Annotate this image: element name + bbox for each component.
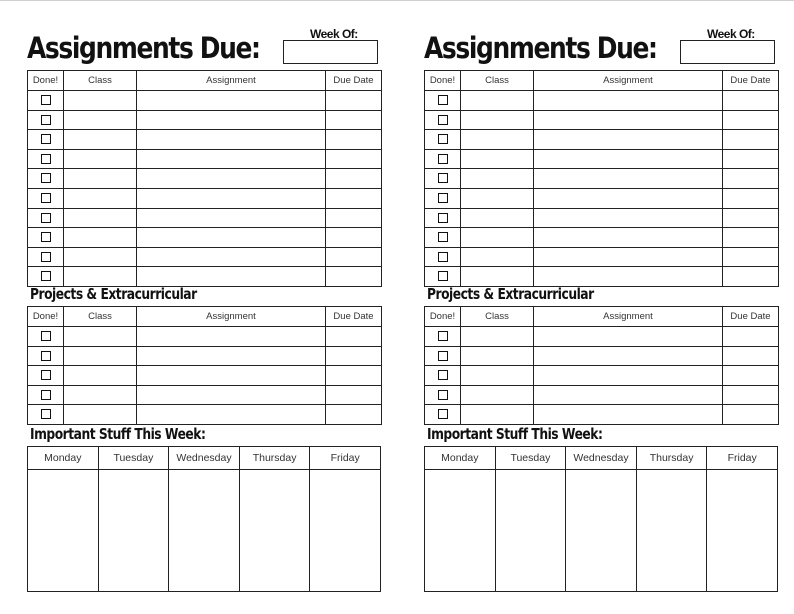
class-cell[interactable] [64, 405, 137, 425]
day-header: Friday [310, 447, 380, 470]
day-notes-area[interactable] [566, 470, 636, 591]
day-notes-area[interactable] [425, 470, 495, 591]
table-row [28, 366, 382, 386]
done-cell [28, 208, 64, 228]
due-date-cell[interactable] [723, 91, 779, 111]
projects-table [27, 306, 382, 425]
class-cell[interactable] [461, 267, 534, 287]
done-checkbox[interactable] [438, 134, 448, 144]
week-of-label: Week Of: [310, 27, 358, 41]
class-cell[interactable] [461, 169, 534, 189]
assignment-cell[interactable] [137, 149, 326, 169]
due-date-cell[interactable] [723, 267, 779, 287]
done-checkbox[interactable] [41, 115, 51, 125]
week-of-field[interactable] [680, 40, 775, 64]
class-column-header: Class [461, 71, 534, 91]
done-checkbox[interactable] [438, 252, 448, 262]
day-notes-area[interactable] [496, 470, 566, 591]
assignment-cell[interactable] [534, 405, 723, 425]
weekly-notes-grid [424, 446, 778, 592]
class-cell[interactable] [64, 346, 137, 366]
assignment-cell[interactable] [534, 169, 723, 189]
projects-rows [425, 327, 779, 425]
class-cell[interactable] [64, 366, 137, 386]
assignment-cell[interactable] [534, 110, 723, 130]
day-header: Tuesday [99, 447, 169, 470]
table-row [28, 91, 382, 111]
class-cell[interactable] [461, 110, 534, 130]
day-header: Tuesday [496, 447, 566, 470]
done-cell [425, 247, 461, 267]
due-date-column-header: Due Date [723, 71, 779, 91]
done-cell [28, 346, 64, 366]
day-notes-area[interactable] [99, 470, 169, 591]
table-row [425, 267, 779, 287]
done-checkbox[interactable] [438, 193, 448, 203]
done-checkbox[interactable] [41, 252, 51, 262]
table-row [425, 110, 779, 130]
day-column-monday [425, 447, 496, 591]
due-date-cell[interactable] [326, 228, 382, 248]
done-checkbox[interactable] [438, 331, 448, 341]
table-header-row [28, 307, 382, 327]
done-cell [425, 366, 461, 386]
class-cell[interactable] [461, 327, 534, 347]
class-cell[interactable] [64, 91, 137, 111]
done-checkbox[interactable] [41, 351, 51, 361]
table-row [28, 130, 382, 150]
due-date-cell[interactable] [723, 247, 779, 267]
day-column-friday [310, 447, 380, 591]
class-cell[interactable] [64, 208, 137, 228]
due-date-cell[interactable] [326, 346, 382, 366]
day-header: Friday [707, 447, 777, 470]
day-column-wednesday [169, 447, 240, 591]
due-date-cell[interactable] [326, 169, 382, 189]
class-cell[interactable] [64, 267, 137, 287]
table-row [425, 149, 779, 169]
done-cell [28, 169, 64, 189]
done-column-header: Done! [425, 307, 461, 327]
done-checkbox[interactable] [41, 213, 51, 223]
assignment-column-header: Assignment [534, 71, 723, 91]
assignment-column-header: Assignment [137, 71, 326, 91]
class-cell[interactable] [64, 385, 137, 405]
day-header: Thursday [637, 447, 707, 470]
table-row [425, 130, 779, 150]
done-column-header: Done! [28, 71, 64, 91]
done-checkbox[interactable] [438, 351, 448, 361]
done-cell [425, 130, 461, 150]
table-row [425, 247, 779, 267]
assignment-cell[interactable] [137, 130, 326, 150]
class-cell[interactable] [461, 247, 534, 267]
class-column-header: Class [461, 307, 534, 327]
done-cell [425, 110, 461, 130]
assignment-cell[interactable] [137, 169, 326, 189]
class-cell[interactable] [64, 228, 137, 248]
day-header: Thursday [240, 447, 310, 470]
day-column-tuesday [99, 447, 170, 591]
done-cell [28, 91, 64, 111]
class-cell[interactable] [64, 188, 137, 208]
done-checkbox[interactable] [438, 409, 448, 419]
assignment-cell[interactable] [137, 208, 326, 228]
day-notes-area[interactable] [637, 470, 707, 591]
day-header: Monday [425, 447, 495, 470]
table-row [28, 208, 382, 228]
done-checkbox[interactable] [41, 271, 51, 281]
table-row [28, 346, 382, 366]
assignment-cell[interactable] [534, 149, 723, 169]
table-row [28, 405, 382, 425]
due-date-cell[interactable] [723, 110, 779, 130]
assignment-cell[interactable] [534, 267, 723, 287]
done-checkbox[interactable] [41, 370, 51, 380]
done-cell [28, 247, 64, 267]
week-of-field[interactable] [283, 40, 378, 64]
table-row [28, 385, 382, 405]
done-cell [28, 228, 64, 248]
assignment-column-header: Assignment [534, 307, 723, 327]
assignment-cell[interactable] [534, 188, 723, 208]
done-cell [425, 169, 461, 189]
due-date-cell[interactable] [723, 346, 779, 366]
important-section-label: Important Stuff This Week: [30, 425, 206, 443]
due-date-cell[interactable] [326, 110, 382, 130]
table-row [425, 188, 779, 208]
table-row [425, 208, 779, 228]
assignment-cell[interactable] [534, 208, 723, 228]
table-header-row [425, 307, 779, 327]
done-cell [28, 110, 64, 130]
class-cell[interactable] [64, 247, 137, 267]
day-header: Monday [28, 447, 98, 470]
due-date-cell[interactable] [723, 228, 779, 248]
done-cell [28, 188, 64, 208]
due-date-cell[interactable] [326, 208, 382, 228]
assignment-cell[interactable] [534, 346, 723, 366]
class-cell[interactable] [461, 228, 534, 248]
assignment-cell[interactable] [137, 267, 326, 287]
class-cell[interactable] [64, 327, 137, 347]
done-column-header: Done! [28, 307, 64, 327]
due-date-cell[interactable] [326, 267, 382, 287]
done-checkbox[interactable] [41, 134, 51, 144]
due-date-cell[interactable] [326, 91, 382, 111]
done-cell [425, 327, 461, 347]
due-date-cell[interactable] [723, 188, 779, 208]
planner-page-left [27, 0, 381, 614]
table-row [28, 149, 382, 169]
due-date-column-header: Due Date [326, 307, 382, 327]
done-checkbox[interactable] [438, 232, 448, 242]
class-cell[interactable] [461, 385, 534, 405]
done-checkbox[interactable] [41, 193, 51, 203]
due-date-cell[interactable] [326, 130, 382, 150]
day-column-wednesday [566, 447, 637, 591]
assignment-cell[interactable] [534, 91, 723, 111]
due-date-cell[interactable] [723, 327, 779, 347]
done-cell [425, 267, 461, 287]
table-row [28, 228, 382, 248]
assignment-cell[interactable] [137, 385, 326, 405]
table-row [425, 346, 779, 366]
class-column-header: Class [64, 71, 137, 91]
table-row [425, 228, 779, 248]
done-cell [28, 385, 64, 405]
assignment-cell[interactable] [137, 366, 326, 386]
class-cell[interactable] [461, 188, 534, 208]
table-row [28, 110, 382, 130]
done-checkbox[interactable] [438, 271, 448, 281]
table-row [425, 169, 779, 189]
done-cell [425, 346, 461, 366]
done-column-header: Done! [425, 71, 461, 91]
done-checkbox[interactable] [41, 95, 51, 105]
important-section-label: Important Stuff This Week: [427, 425, 603, 443]
assignment-cell[interactable] [534, 247, 723, 267]
assignment-cell[interactable] [137, 110, 326, 130]
page-title: Assignments Due: [27, 31, 260, 65]
due-date-cell[interactable] [723, 385, 779, 405]
assignment-cell[interactable] [534, 327, 723, 347]
table-row [425, 366, 779, 386]
class-cell[interactable] [64, 110, 137, 130]
page-title: Assignments Due: [424, 31, 657, 65]
done-checkbox[interactable] [41, 409, 51, 419]
day-notes-area[interactable] [240, 470, 310, 591]
class-cell[interactable] [461, 346, 534, 366]
week-of-label: Week Of: [707, 27, 755, 41]
assignments-rows [28, 91, 382, 287]
due-date-cell[interactable] [723, 130, 779, 150]
assignments-table [27, 70, 382, 287]
done-cell [425, 405, 461, 425]
day-column-thursday [240, 447, 311, 591]
class-cell[interactable] [64, 169, 137, 189]
done-checkbox[interactable] [41, 173, 51, 183]
due-date-cell[interactable] [326, 149, 382, 169]
due-date-cell[interactable] [326, 188, 382, 208]
table-row [28, 247, 382, 267]
done-cell [28, 405, 64, 425]
table-row [425, 91, 779, 111]
done-checkbox[interactable] [438, 390, 448, 400]
due-date-cell[interactable] [723, 366, 779, 386]
table-row [28, 327, 382, 347]
assignments-table [424, 70, 779, 287]
done-checkbox[interactable] [438, 213, 448, 223]
table-header-row [28, 71, 382, 91]
planner-page-right [424, 0, 778, 614]
due-date-cell[interactable] [723, 208, 779, 228]
projects-rows [28, 327, 382, 425]
assignment-cell[interactable] [534, 366, 723, 386]
assignment-cell[interactable] [137, 405, 326, 425]
due-date-cell[interactable] [723, 169, 779, 189]
table-row [28, 267, 382, 287]
done-checkbox[interactable] [438, 173, 448, 183]
day-notes-area[interactable] [310, 470, 380, 591]
done-cell [425, 149, 461, 169]
projects-section-label: Projects & Extracurricular [427, 285, 594, 303]
day-notes-area[interactable] [707, 470, 777, 591]
table-row [425, 385, 779, 405]
day-notes-area[interactable] [28, 470, 98, 591]
done-checkbox[interactable] [438, 95, 448, 105]
done-cell [425, 385, 461, 405]
class-cell[interactable] [64, 130, 137, 150]
done-checkbox[interactable] [438, 115, 448, 125]
assignment-cell[interactable] [534, 385, 723, 405]
class-cell[interactable] [461, 149, 534, 169]
assignments-rows [425, 91, 779, 287]
done-checkbox[interactable] [41, 232, 51, 242]
done-checkbox[interactable] [438, 370, 448, 380]
due-date-cell[interactable] [326, 327, 382, 347]
assignment-cell[interactable] [137, 91, 326, 111]
done-checkbox[interactable] [41, 154, 51, 164]
due-date-cell[interactable] [723, 405, 779, 425]
day-column-monday [28, 447, 99, 591]
day-notes-area[interactable] [169, 470, 239, 591]
class-column-header: Class [64, 307, 137, 327]
class-cell[interactable] [461, 208, 534, 228]
class-cell[interactable] [461, 91, 534, 111]
done-checkbox[interactable] [438, 154, 448, 164]
assignment-cell[interactable] [137, 327, 326, 347]
due-date-cell[interactable] [723, 149, 779, 169]
done-cell [425, 208, 461, 228]
assignment-column-header: Assignment [137, 307, 326, 327]
due-date-cell[interactable] [326, 385, 382, 405]
assignment-cell[interactable] [137, 247, 326, 267]
due-date-column-header: Due Date [723, 307, 779, 327]
assignment-cell[interactable] [137, 188, 326, 208]
table-row [28, 169, 382, 189]
done-checkbox[interactable] [41, 390, 51, 400]
assignment-cell[interactable] [534, 228, 723, 248]
assignment-cell[interactable] [137, 228, 326, 248]
due-date-cell[interactable] [326, 247, 382, 267]
class-cell[interactable] [461, 405, 534, 425]
projects-section-label: Projects & Extracurricular [30, 285, 197, 303]
day-column-friday [707, 447, 777, 591]
table-row [425, 405, 779, 425]
done-checkbox[interactable] [41, 331, 51, 341]
done-cell [28, 130, 64, 150]
done-cell [28, 149, 64, 169]
day-column-tuesday [496, 447, 567, 591]
done-cell [28, 327, 64, 347]
class-cell[interactable] [64, 149, 137, 169]
day-header: Wednesday [169, 447, 239, 470]
done-cell [425, 188, 461, 208]
table-row [425, 327, 779, 347]
due-date-cell[interactable] [326, 366, 382, 386]
weekly-notes-grid [27, 446, 381, 592]
projects-table [424, 306, 779, 425]
done-cell [425, 228, 461, 248]
table-header-row [425, 71, 779, 91]
due-date-cell[interactable] [326, 405, 382, 425]
assignment-cell[interactable] [534, 130, 723, 150]
assignment-cell[interactable] [137, 346, 326, 366]
table-row [28, 188, 382, 208]
day-header: Wednesday [566, 447, 636, 470]
class-cell[interactable] [461, 130, 534, 150]
due-date-column-header: Due Date [326, 71, 382, 91]
done-cell [425, 91, 461, 111]
done-cell [28, 267, 64, 287]
day-column-thursday [637, 447, 708, 591]
class-cell[interactable] [461, 366, 534, 386]
done-cell [28, 366, 64, 386]
